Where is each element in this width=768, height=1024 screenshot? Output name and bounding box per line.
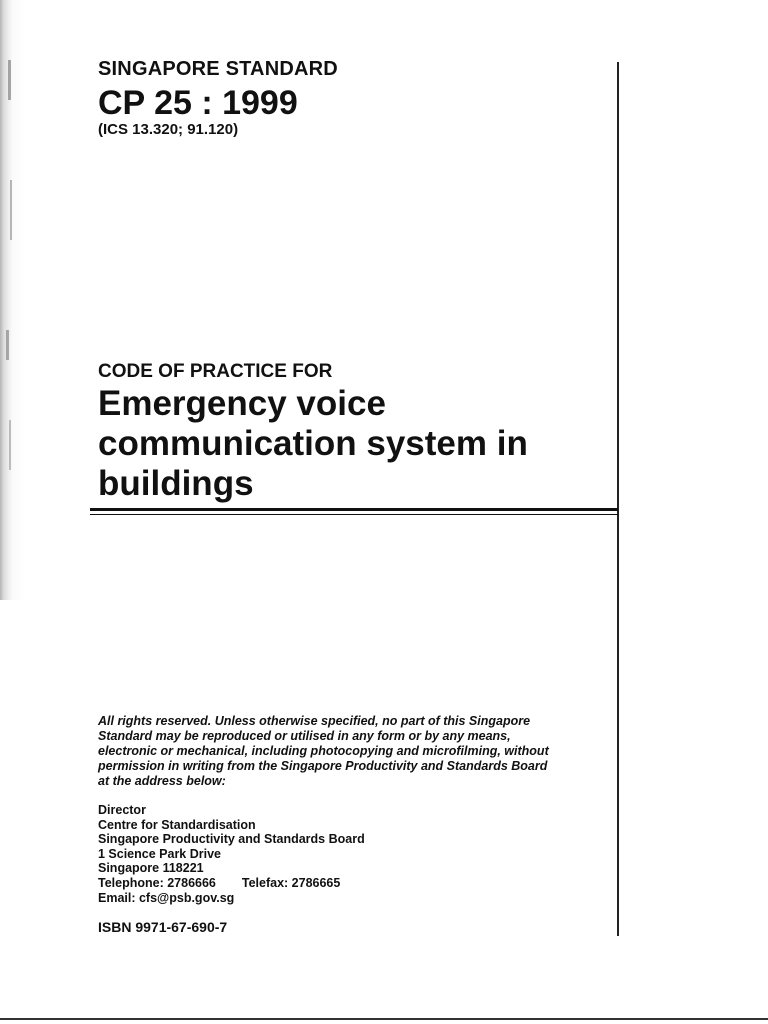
scan-speck — [6, 330, 9, 360]
title-underline-thin — [90, 514, 618, 515]
contact-address — [98, 803, 365, 905]
address-line: 1 Science Park Drive — [98, 846, 221, 861]
code-of-practice-label: CODE OF PRACTICE FOR — [98, 361, 333, 382]
rights-line: at the address below: — [98, 774, 226, 788]
ics-codes: (ICS 13.320; 91.120) — [98, 121, 239, 138]
telefax: Telefax: 2786665 — [241, 875, 341, 890]
document-title — [98, 384, 598, 504]
address-line: Singapore Productivity and Standards Board — [98, 832, 365, 847]
title-line: Emergency voice — [98, 384, 386, 423]
address-line: Centre for Standardisation — [98, 817, 256, 832]
isbn: ISBN 9971-67-690-7 — [98, 919, 228, 935]
standard-number: CP 25 : 1999 — [98, 84, 298, 122]
standard-label: SINGAPORE STANDARD — [98, 58, 338, 80]
phone-row — [98, 876, 365, 891]
address-line: Director — [98, 803, 146, 817]
right-margin-rule — [617, 62, 619, 936]
title-line: buildings — [98, 464, 254, 503]
page-bottom-rule — [0, 1018, 768, 1020]
telephone: Telephone: 2786666 — [98, 875, 216, 890]
title-underline-thick — [90, 508, 618, 511]
scan-speck — [9, 420, 11, 470]
scan-speck — [8, 60, 11, 100]
rights-line: Standard may be reproduced or utilised in any form or by any means, — [98, 729, 511, 743]
rights-line: electronic or mechanical, including photocopying and microfilming, without — [98, 744, 549, 758]
rights-line: All rights reserved. Unless otherwise specified, no part of this Singapore — [98, 714, 531, 728]
title-line: communication system in — [98, 424, 528, 463]
scan-speck — [10, 180, 12, 240]
rights-line: permission in writing from the Singapore Productivity and Standards Board — [98, 759, 548, 773]
address-line: Singapore 118221 — [98, 861, 204, 876]
email: Email: cfs@psb.gov.sg — [98, 890, 235, 905]
scan-edge-shadow — [0, 0, 26, 600]
rights-notice — [98, 714, 598, 789]
